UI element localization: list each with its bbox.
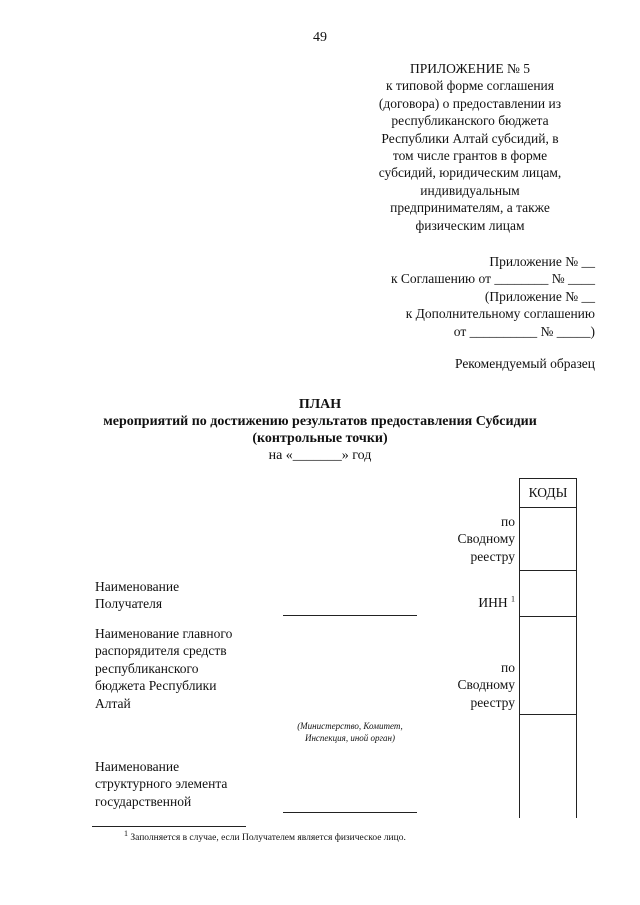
plan-title: ПЛАН <box>298 397 342 412</box>
appendix-line: предпринимателям, а также <box>390 200 550 216</box>
reference-line: к Соглашению от ________ № ____ <box>390 271 595 287</box>
reference-line: от __________ № _____) <box>453 323 595 339</box>
appendix-line: (договора) о предоставлении из <box>378 95 562 111</box>
footnote-mark: 1 <box>124 828 128 838</box>
appendix-line: физическим лицам <box>415 217 525 233</box>
plan-year: на «_______» год <box>268 448 372 463</box>
codes-header: КОДЫ <box>520 479 576 508</box>
appendix-title: ПРИЛОЖЕНИЕ № 5 <box>409 61 531 76</box>
underline-note <box>283 720 417 744</box>
code-cell-reestr-recipient[interactable] <box>520 508 576 571</box>
footnote-separator <box>92 826 246 827</box>
label-reestr-gov <box>457 659 515 711</box>
page-number: 49 <box>313 30 327 45</box>
label-structural-element <box>95 758 265 810</box>
appendix-line: к типовой форме соглашения <box>386 78 554 94</box>
recipient-name-line[interactable] <box>283 615 417 616</box>
appendix-line: том числе грантов в форме <box>392 148 548 164</box>
reference-line: Приложение № __ <box>489 254 595 269</box>
label-line: распорядителя средств <box>95 643 227 659</box>
codes-table <box>519 478 577 818</box>
label-recipient-name <box>95 578 245 613</box>
label-line: реестру <box>470 548 515 564</box>
code-cell-reestr-gov[interactable] <box>520 617 576 715</box>
plan-subtitle: мероприятий по достижению результатов предоставления Субсидии <box>103 414 537 429</box>
label-inn <box>478 594 515 611</box>
label-line: Наименование <box>95 579 180 594</box>
appendix-line: индивидуальным <box>420 182 520 198</box>
label-line: по <box>501 514 515 529</box>
label-line: Сводному <box>457 531 515 547</box>
label-line: по <box>501 660 515 675</box>
appendix-heading <box>345 60 595 234</box>
footnote <box>124 828 406 843</box>
recommended-sample: Рекомендуемый образец <box>454 356 595 371</box>
reference-line: к Дополнительному соглашению <box>405 306 595 322</box>
label-line: государственной <box>95 793 192 809</box>
footnote-mark: 1 <box>511 594 515 604</box>
reference-line: (Приложение № __ <box>484 288 595 304</box>
code-cell-inn[interactable] <box>520 571 576 617</box>
appendix-line: Республики Алтай субсидий, в <box>381 130 559 146</box>
label-reestr-recipient <box>457 513 515 565</box>
label-line: бюджета Республики <box>95 678 217 694</box>
label-line: структурного элемента <box>95 776 228 792</box>
code-cell-struct[interactable] <box>520 715 576 820</box>
note-line: (Министерство, Комитет, <box>297 721 403 731</box>
label-line: Сводному <box>457 677 515 693</box>
label-line: Алтай <box>95 695 131 711</box>
label-line: Получателя <box>95 596 163 612</box>
label-gov-distributor <box>95 625 265 712</box>
appendix-line: субсидий, юридическим лицам, <box>378 165 562 181</box>
label-line: реестру <box>470 694 515 710</box>
label-line: Наименование главного <box>95 626 233 641</box>
plan-subtitle-checkpoints: (контрольные точки) <box>252 431 388 446</box>
label-line: республиканского <box>95 660 199 676</box>
structural-element-line[interactable] <box>283 812 417 813</box>
footnote-text: Заполняется в случае, если Получателем является физическое лицо. <box>130 833 406 843</box>
note-line: Инспекция, иной орган) <box>304 733 396 743</box>
agreement-reference <box>391 253 595 340</box>
label-line: Наименование <box>95 759 180 774</box>
appendix-line: республиканского бюджета <box>391 113 549 129</box>
inn-text: ИНН <box>478 595 508 610</box>
